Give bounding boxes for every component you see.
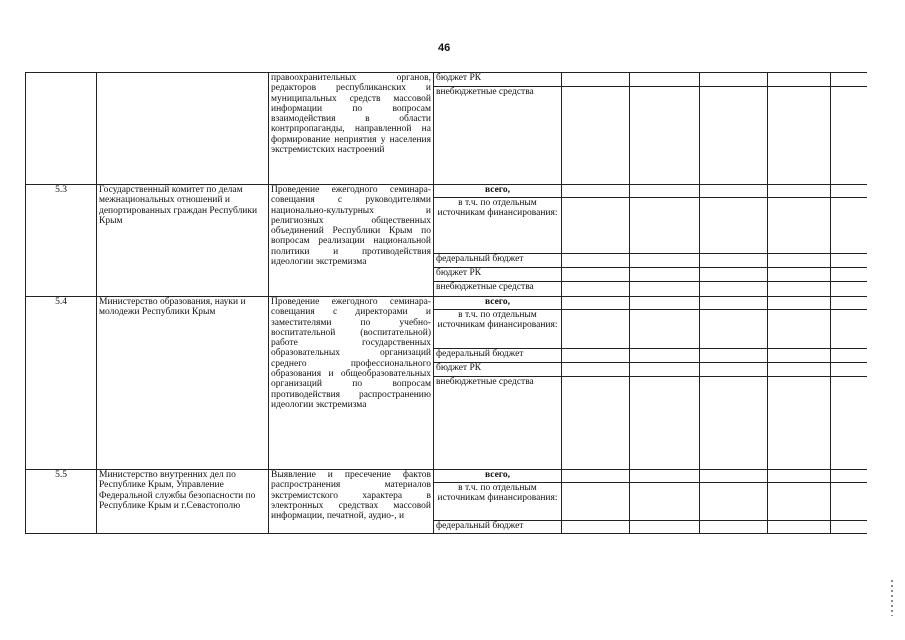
funding-total: всего, bbox=[434, 185, 562, 198]
funding-source: внебюджетные средства bbox=[434, 87, 562, 185]
value-cell bbox=[831, 297, 867, 310]
value-cell bbox=[700, 73, 768, 87]
value-cell bbox=[562, 268, 630, 282]
scan-artifact bbox=[891, 580, 893, 616]
value-cell bbox=[700, 483, 768, 521]
value-cell bbox=[831, 483, 867, 521]
value-cell bbox=[768, 377, 831, 470]
value-cell bbox=[768, 521, 831, 534]
funding-source: бюджет РК bbox=[434, 268, 562, 282]
value-cell bbox=[562, 198, 630, 254]
event-description: правоохранительных органов, редакторов республиканских и муниципальных средств массовой информации по вопросам взаимодействия в области контрпропаганды, направленной на формирование неприятия у населения экстремистских настроений bbox=[269, 73, 434, 185]
value-cell bbox=[700, 297, 768, 310]
value-cell bbox=[630, 73, 700, 87]
value-cell bbox=[831, 87, 867, 185]
value-cell bbox=[630, 521, 700, 534]
value-cell bbox=[630, 297, 700, 310]
value-cell bbox=[700, 521, 768, 534]
event-description: Проведение ежегодного семинара-совещания с руководителями национально-культурных и религиозных общественных объединений Республики Крым по вопросам реализации национальной политики и противодействия идеологии экстремизма bbox=[269, 185, 434, 297]
value-cell bbox=[768, 349, 831, 363]
value-cell bbox=[700, 349, 768, 363]
value-cell bbox=[700, 310, 768, 349]
value-cell bbox=[630, 198, 700, 254]
value-cell bbox=[831, 282, 867, 297]
value-cell bbox=[630, 268, 700, 282]
value-cell bbox=[768, 73, 831, 87]
event-description: Выявление и пресечение фактов распространения материалов экстремистского характера в электронных средствах массовой информации, печатной, аудио-, и bbox=[269, 470, 434, 534]
value-cell bbox=[700, 377, 768, 470]
value-cell bbox=[700, 268, 768, 282]
value-cell bbox=[831, 310, 867, 349]
value-cell bbox=[700, 198, 768, 254]
row-number-cell: 5.5 bbox=[26, 470, 97, 534]
value-cell bbox=[562, 363, 630, 377]
value-cell bbox=[700, 282, 768, 297]
value-cell bbox=[562, 310, 630, 349]
value-cell bbox=[630, 349, 700, 363]
funding-source: бюджет РК bbox=[434, 363, 562, 377]
value-cell bbox=[562, 377, 630, 470]
value-cell bbox=[831, 185, 867, 198]
value-cell bbox=[768, 282, 831, 297]
value-cell bbox=[630, 87, 700, 185]
value-cell bbox=[831, 73, 867, 87]
value-cell bbox=[831, 363, 867, 377]
value-cell bbox=[562, 73, 630, 87]
value-cell bbox=[630, 470, 700, 483]
funding-source: бюджет РК bbox=[434, 73, 562, 87]
executor-cell: Государственный комитет по делам межнациональных отношений и депортированных граждан Республики Крым bbox=[97, 185, 269, 297]
funding-source: внебюджетные средства bbox=[434, 377, 562, 470]
funding-total: всего, bbox=[434, 470, 562, 483]
row-number-cell bbox=[26, 73, 97, 185]
executor-cell: Министерство образования, науки и молодежи Республики Крым bbox=[97, 297, 269, 470]
funding-sources-heading: в т.ч. по отдельным источникам финансирования: bbox=[434, 483, 562, 521]
value-cell bbox=[700, 470, 768, 483]
value-cell bbox=[831, 254, 867, 268]
value-cell bbox=[562, 254, 630, 268]
value-cell bbox=[768, 470, 831, 483]
value-cell bbox=[562, 521, 630, 534]
page-number: 46 bbox=[438, 42, 451, 54]
value-cell bbox=[831, 198, 867, 254]
event-description: Проведение ежегодного семинара-совещания с директорами и заместителями по учебно-воспитательной (воспитательной) работе государственных образовательных организаций среднего профессионального образования и общеобразовательных организаций по вопросам противодействия распространению идеологии экстремизма bbox=[269, 297, 434, 470]
value-cell bbox=[768, 87, 831, 185]
value-cell bbox=[562, 87, 630, 185]
value-cell bbox=[630, 363, 700, 377]
value-cell bbox=[562, 470, 630, 483]
funding-total: всего, bbox=[434, 297, 562, 310]
value-cell bbox=[630, 185, 700, 198]
table-row bbox=[26, 297, 867, 310]
value-cell bbox=[700, 87, 768, 185]
table-row bbox=[26, 470, 867, 483]
value-cell bbox=[630, 254, 700, 268]
value-cell bbox=[831, 470, 867, 483]
value-cell bbox=[768, 185, 831, 198]
value-cell bbox=[562, 349, 630, 363]
value-cell bbox=[630, 310, 700, 349]
value-cell bbox=[630, 377, 700, 470]
value-cell bbox=[768, 483, 831, 521]
funding-sources-heading: в т.ч. по отдельным источникам финансирования: bbox=[434, 310, 562, 349]
executor-cell bbox=[97, 73, 269, 185]
value-cell bbox=[768, 297, 831, 310]
funding-source: федеральный бюджет bbox=[434, 254, 562, 268]
funding-source: федеральный бюджет bbox=[434, 521, 562, 534]
value-cell bbox=[768, 268, 831, 282]
value-cell bbox=[831, 521, 867, 534]
value-cell bbox=[831, 268, 867, 282]
funding-sources-heading: в т.ч. по отдельным источникам финансирования: bbox=[434, 198, 562, 254]
value-cell bbox=[768, 198, 831, 254]
row-number-cell: 5.4 bbox=[26, 297, 97, 470]
value-cell bbox=[768, 310, 831, 349]
value-cell bbox=[562, 297, 630, 310]
value-cell bbox=[630, 483, 700, 521]
value-cell bbox=[562, 282, 630, 297]
table-row bbox=[26, 73, 867, 87]
value-cell bbox=[562, 483, 630, 521]
value-cell bbox=[768, 254, 831, 268]
funding-source: внебюджетные средства bbox=[434, 282, 562, 297]
value-cell bbox=[831, 349, 867, 363]
value-cell bbox=[700, 363, 768, 377]
value-cell bbox=[630, 282, 700, 297]
value-cell bbox=[700, 185, 768, 198]
funding-source: федеральный бюджет bbox=[434, 349, 562, 363]
value-cell bbox=[700, 254, 768, 268]
table-row bbox=[26, 185, 867, 198]
value-cell bbox=[831, 377, 867, 470]
executor-cell: Министерство внутренних дел по Республике Крым, Управление Федеральной службы безопасности по Республике Крым и г.Севастополю bbox=[97, 470, 269, 534]
row-number-cell: 5.3 bbox=[26, 185, 97, 297]
value-cell bbox=[768, 363, 831, 377]
program-table bbox=[25, 72, 867, 534]
value-cell bbox=[562, 185, 630, 198]
